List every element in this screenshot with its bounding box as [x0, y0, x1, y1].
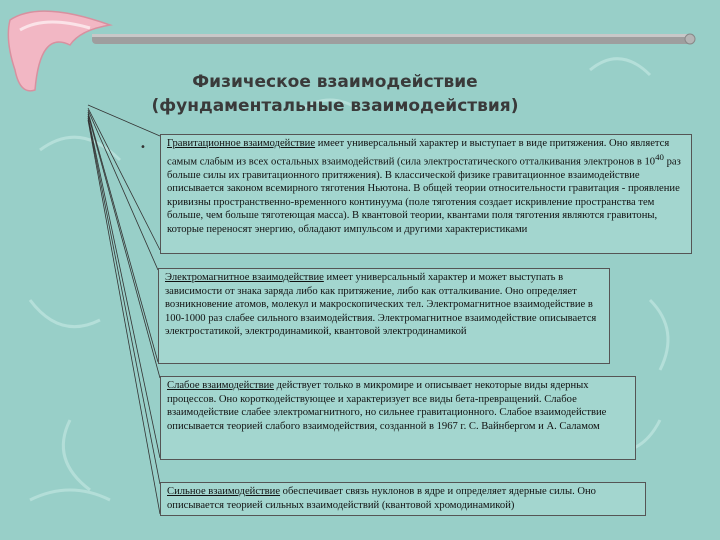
strong-interaction-box: [160, 482, 646, 516]
weak-text: действует только в микромире и описывает некоторые виды ядерных процессов. Оно короткодействующее и характеризует все виды бета-превращений. Слабое взаимодействие слабее электромагнитного, но сильнее гравитационного. Слабое взаимодействие описывается теорией слабого взаимодействия, созданной в 1967 г. С. Вайнбергом и А. Саламом: [167, 380, 607, 432]
gravitational-text-a: имеет универсальный характер и выступает в виде притяжения. Оно является самым слабым из всех остальных взаимодействий (сила электростатического отталкивания электронов в 10: [167, 138, 670, 168]
bar-end-cap: [685, 34, 695, 44]
gravitational-term: Гравитационное взаимодействие: [167, 138, 316, 149]
weak-term: Слабое взаимодействие: [167, 380, 274, 391]
slide-title-line1: Физическое взаимодействие: [192, 72, 478, 92]
electromagnetic-text: имеет универсальный характер и может выступать в зависимости от знака заряда либо как притяжение, либо как отталкивание. Оно определяет возникновение атомов, молекул и макроскопических тел. Электромагнитное взаимодействие в 100-1000 раз слабее сильного взаимодействия. Электромагнитное взаимодействие описывается электростатикой, электродинамикой, квантовой электродинамикой: [165, 272, 597, 337]
gravitational-exponent: 40: [655, 151, 664, 162]
strong-term: Сильное взаимодействие: [167, 486, 281, 497]
slide-title-line2: (фундаментальные взаимодействия): [151, 96, 519, 116]
bullet-marker: •: [140, 142, 146, 153]
gravitational-text-b: раз больше силы их гравитационного притяжения). В классической физике гравитационное взаимодействие описывается законом всемирного тяготения Ньютона. В общей теории относительности гравитация - проявление кривизны пространственно-временного континуума (поле тяготения создает искривление пространства тем больше, чем больше тяготеющая масса). В квантовой теории, квантами поля тяготения являются гравитоны, которые переносят энергию, обладают импульсом и другими характеристиками: [167, 156, 681, 235]
electromagnetic-interaction-box: [158, 268, 610, 364]
electromagnetic-term: Электромагнитное взаимодействие: [165, 272, 324, 283]
gravitational-interaction-box: [160, 134, 692, 254]
slide-title: [120, 70, 550, 118]
weak-interaction-box: [160, 376, 636, 460]
boomerang-logo: [8, 11, 110, 91]
strong-text: обеспечивает связь нуклонов в ядре и определяет ядерные силы. Оно описывается теорией сильных взаимодействий (квантовой хромодинамикой): [167, 486, 596, 511]
